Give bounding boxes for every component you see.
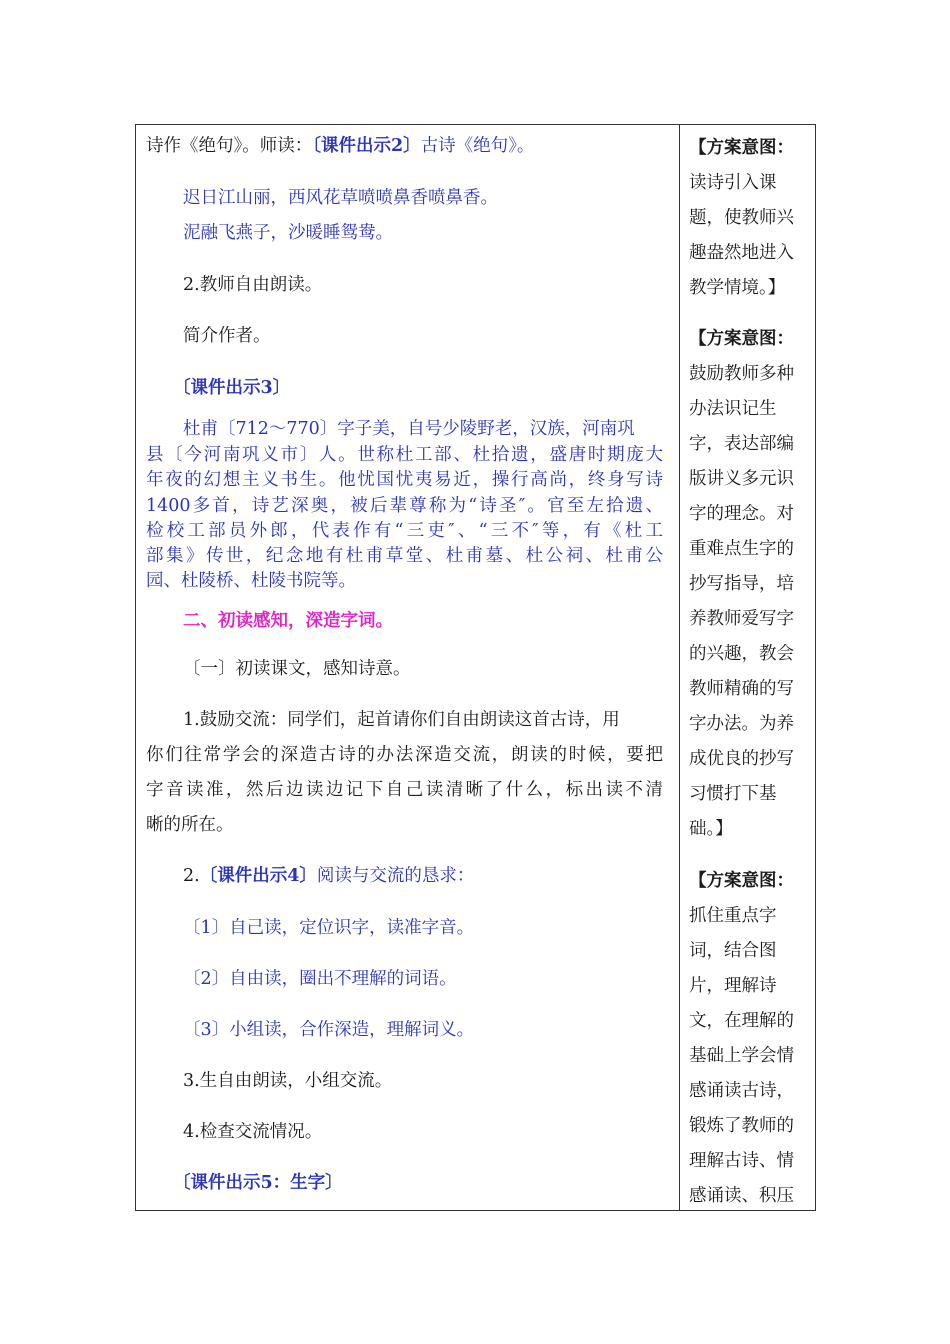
design-intent-3-line: 锻炼了教师的 xyxy=(689,1116,794,1136)
lesson-plan-table xyxy=(135,124,816,1211)
poem-line-1: 迟日江山丽，西风花草喷喷鼻香喷鼻香。 xyxy=(183,188,498,208)
design-intent-2-line: 础。】 xyxy=(689,819,733,839)
design-intent-2-line: 鼓励教师多种 xyxy=(689,364,794,384)
step-2-requirements: 2.〔课件出示4〕阅读与交流的恳求： xyxy=(183,866,475,886)
bio-line-3: 年夜的幻想主义书生。他忧国忧夷易近，操行高尚，终身写诗 xyxy=(146,470,663,490)
courseware-label-3: 〔课件出示3〕 xyxy=(173,378,291,398)
design-intent-1-line: 读诗引入课 xyxy=(689,173,777,193)
design-intent-2-line: 的兴趣，教会 xyxy=(689,644,794,664)
design-intent-1-line: 趣盎然地进入 xyxy=(689,243,794,263)
requirement-2: 〔2〕自由读，圈出不理解的词语。 xyxy=(183,969,457,989)
design-intent-2-line: 字，表达部编 xyxy=(689,434,794,454)
bio-line-1: 杜甫〔712～770〕字子美，自号少陵野老，汉族，河南巩 xyxy=(183,419,635,439)
design-intent-2-line: 版讲义多元识 xyxy=(689,469,794,489)
design-intent-3-line: 感诵读、积压 xyxy=(689,1186,794,1206)
design-intent-column xyxy=(681,125,817,1210)
exchange-line-2: 你们往常学会的深造古诗的办法深造交流，朗读的时候，要把 xyxy=(146,745,663,765)
design-intent-3-line: 抓住重点字 xyxy=(689,906,777,926)
subsection-1: 〔一〕初读课文，感知诗意。 xyxy=(183,659,411,679)
column-divider xyxy=(679,125,680,1210)
design-intent-2-line: 习惯打下基 xyxy=(689,784,777,804)
design-intent-heading-2: 【方案意图： xyxy=(689,329,794,349)
poem-line-2: 泥融飞燕子，沙暖睡鸳鸯。 xyxy=(183,223,393,243)
step-3: 3.生自由朗读，小组交流。 xyxy=(183,1071,393,1091)
exchange-line-3: 字音读准，然后边读边记下自己读清晰了什么，标出读不清 xyxy=(146,780,663,800)
bio-line-5: 检校工部员外郎，代表作有“三吏″、“三不″等，有《杜工 xyxy=(146,521,663,541)
design-intent-3-line: 词，结合图 xyxy=(689,941,777,961)
requirement-1: 〔1〕自己读，定位识字，读准字音。 xyxy=(183,918,475,938)
design-intent-2-line: 办法识记生 xyxy=(689,399,777,419)
section-heading-2: 二、初读感知，深造字词。 xyxy=(183,611,393,631)
courseware-label-5: 〔课件出示5：生字〕 xyxy=(173,1173,343,1193)
design-intent-heading-3: 【方案意图： xyxy=(689,871,794,891)
line-poem-intro: 诗作《绝句》。师读：〔课件出示2〕古诗《绝句》。 xyxy=(146,136,535,156)
design-intent-3-line: 片，理解诗 xyxy=(689,976,777,996)
step-4: 4.检查交流情况。 xyxy=(183,1122,323,1142)
design-intent-3-line: 理解古诗、情 xyxy=(689,1151,794,1171)
bio-line-6: 部集》传世，纪念地有杜甫草堂、杜甫墓、杜公祠、杜甫公 xyxy=(146,546,663,566)
bio-line-4: 1400多首，诗艺深奥，被后辈尊称为“诗圣″。官至左拾遗、 xyxy=(146,496,663,516)
design-intent-heading-1: 【方案意图： xyxy=(689,138,794,158)
step-2-read: 2.教师自由朗读。 xyxy=(183,275,323,295)
design-intent-2-line: 成优良的抄写 xyxy=(689,749,794,769)
bio-line-2: 县〔今河南巩义市〕人。世称杜工部、杜拾遗，盛唐时期庞大 xyxy=(146,445,663,465)
courseware-label-4: 〔课件出示4〕 xyxy=(199,866,317,886)
courseware-label-2: 〔课件出示2〕 xyxy=(312,136,421,156)
design-intent-3-line: 感诵读古诗， xyxy=(689,1081,794,1101)
design-intent-2-line: 字办法。为养 xyxy=(689,714,794,734)
design-intent-2-line: 抄写指导，培 xyxy=(689,574,794,594)
design-intent-2-line: 重难点生字的 xyxy=(689,539,794,559)
design-intent-1-line: 题，使教师兴 xyxy=(689,208,794,228)
exchange-line-1: 1.鼓励交流：同学们，起首请你们自由朗读这首古诗，用 xyxy=(183,710,620,730)
requirement-3: 〔3〕小组读，合作深造，理解词义。 xyxy=(183,1020,475,1040)
design-intent-2-line: 教师精确的写 xyxy=(689,679,794,699)
exchange-line-4: 晰的所在。 xyxy=(146,815,234,835)
bio-line-7: 园、杜陵桥、杜陵书院等。 xyxy=(146,571,356,591)
author-intro: 简介作者。 xyxy=(183,326,271,346)
design-intent-3-line: 基础上学会情 xyxy=(689,1046,794,1066)
design-intent-2-line: 养教师爱写字 xyxy=(689,609,794,629)
design-intent-2-line: 字的理念。对 xyxy=(689,504,794,524)
design-intent-3-line: 文，在理解的 xyxy=(689,1011,794,1031)
design-intent-1-line: 教学情境。】 xyxy=(689,278,786,298)
main-column xyxy=(136,125,679,1210)
